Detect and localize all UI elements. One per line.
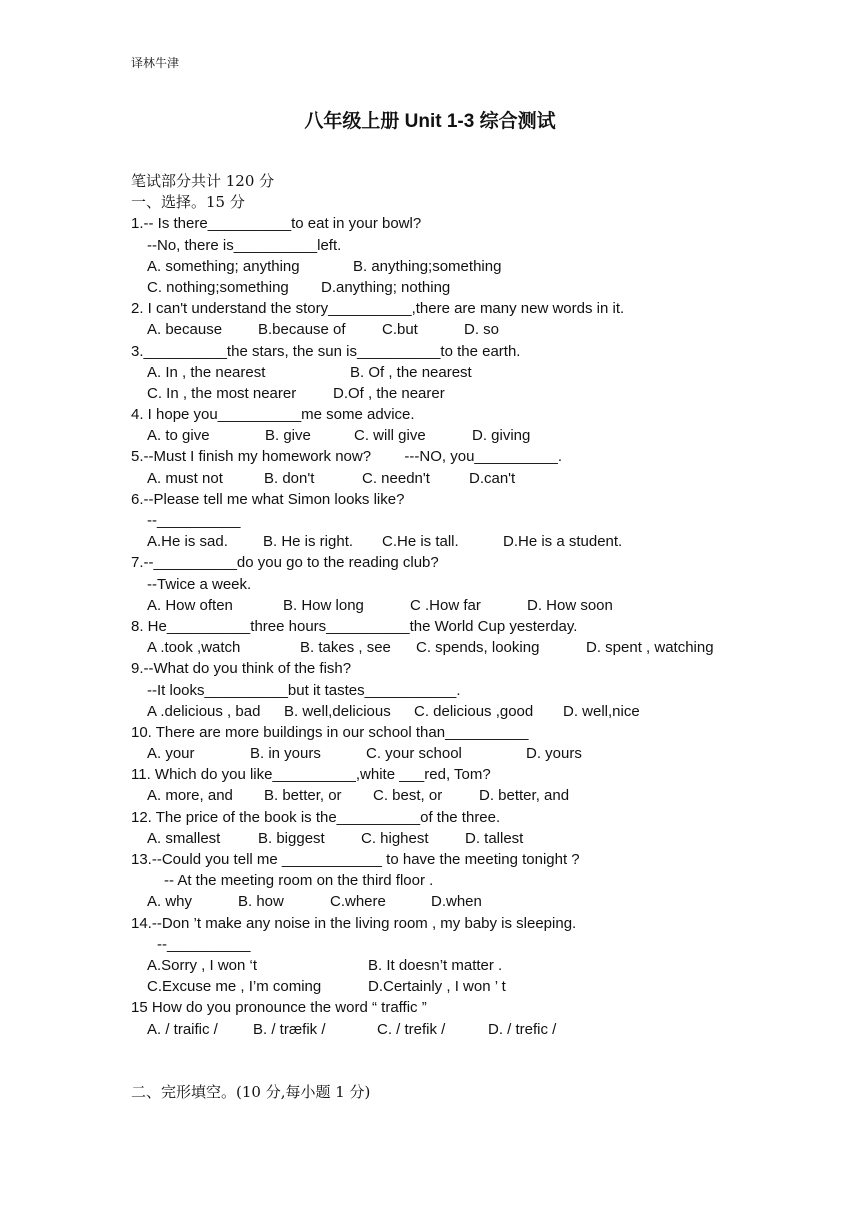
option: A. more, and <box>147 787 233 805</box>
option: B. How long <box>283 596 364 614</box>
section-2-heading: 二、完形填空。(10 分,每小题 1 分) <box>131 1083 371 1101</box>
question-15-options <box>131 1019 831 1040</box>
option: C. In , the most nearer <box>147 384 297 402</box>
option: A. smallest <box>147 829 221 847</box>
question-14-options-row1 <box>131 955 831 976</box>
question-12-options <box>131 828 831 849</box>
option: C. will give <box>354 427 426 445</box>
option: B. takes , see <box>300 639 391 657</box>
option: C.Excuse me , I’m coming <box>147 978 322 996</box>
option: D.anything; nothing <box>321 278 451 296</box>
question-4: 4. I hope you__________me some advice. <box>131 406 415 424</box>
question-6-options <box>131 531 831 552</box>
option: B.because of <box>258 321 346 339</box>
total-score: 笔试部分共计 120 分 <box>131 172 275 190</box>
question-6: 6.--Please tell me what Simon looks like? <box>131 490 405 508</box>
question-14-options-row2 <box>131 976 831 997</box>
question-13-options <box>131 891 831 912</box>
question-9-options <box>131 701 831 722</box>
option: C .How far <box>410 596 481 614</box>
question-13: 13.--Could you tell me ____________ to have the meeting tonight ? <box>131 851 580 868</box>
option: A .delicious , bad <box>147 702 261 720</box>
option: A. because <box>147 321 223 339</box>
question-3: 3.__________the stars, the sun is__________to the earth. <box>131 342 521 360</box>
option: D. tallest <box>465 829 524 847</box>
option: A .took ,watch <box>147 639 241 657</box>
option: C. needn't <box>362 469 430 487</box>
option: A. your <box>147 745 195 763</box>
option: C. best, or <box>373 787 443 805</box>
option: C.but <box>382 321 418 339</box>
question-11-options <box>131 785 831 806</box>
option: D.when <box>431 893 482 911</box>
option: C. nothing;something <box>147 278 289 296</box>
option: D. well,nice <box>563 702 640 720</box>
question-7-options <box>131 595 831 616</box>
question-7: 7.--__________do you go to the reading club? <box>131 554 439 572</box>
option: B. He is right. <box>263 533 354 551</box>
option: D.can't <box>469 469 516 487</box>
option: B. don't <box>264 469 315 487</box>
option: A. In , the nearest <box>147 363 266 381</box>
option: A.He is sad. <box>147 533 228 551</box>
option: D. giving <box>472 427 531 445</box>
option: C. spends, looking <box>416 639 540 657</box>
question-14: 14.--Don ’t make any noise in the living room , my baby is sleeping. <box>131 914 577 932</box>
option: A. to give <box>147 427 210 445</box>
header-label: 译林牛津 <box>131 56 180 70</box>
question-1-options-row2 <box>131 277 831 298</box>
page-title: 八年级上册 Unit 1-3 综合测试 <box>304 111 556 132</box>
option: B. how <box>238 893 284 911</box>
option: B. It doesn’t matter . <box>368 956 503 974</box>
option: B. give <box>265 427 311 445</box>
question-10: 10. There are more buildings in our school than__________ <box>131 723 529 741</box>
question-5: 5.--Must I finish my homework now? ---NO, you__________. <box>131 448 563 466</box>
question-1-options-row1 <box>131 256 831 277</box>
question-9: 9.--What do you think of the fish? <box>131 660 352 678</box>
option: C. your school <box>366 745 462 763</box>
option: D. spent , watching <box>586 639 714 657</box>
section-1-heading: 一、选择。15 分 <box>131 193 245 212</box>
question-12: 12. The price of the book is the__________of the three. <box>131 808 501 826</box>
question-1-reply: --No, there is__________left. <box>147 236 342 254</box>
option: D. yours <box>526 745 582 763</box>
option: D. so <box>464 321 500 339</box>
option: D. How soon <box>527 596 613 614</box>
question-7-reply: --Twice a week. <box>147 575 252 593</box>
option: C. delicious ,good <box>414 702 534 720</box>
question-11: 11. Which do you like__________,white ___red, Tom? <box>131 766 491 784</box>
option: B. biggest <box>258 829 325 847</box>
exam-content <box>131 171 831 1040</box>
option: A. / traific / <box>147 1020 218 1038</box>
option: A. How often <box>147 596 233 614</box>
option: C.where <box>330 893 386 911</box>
question-5-options <box>131 468 831 489</box>
question-3-options-row2 <box>131 383 831 404</box>
option: C. highest <box>361 829 429 847</box>
option: D.He is a student. <box>503 533 623 551</box>
option: A. something; anything <box>147 257 300 275</box>
question-1: 1.-- Is there__________to eat in your bowl? <box>131 215 422 233</box>
option: C. / trefik / <box>377 1020 446 1038</box>
option: A.Sorry , I won ‘t <box>147 956 258 974</box>
question-15: 15 How do you pronounce the word “ traffic ” <box>131 999 427 1017</box>
option: D.Certainly , I won ’ t <box>368 978 506 996</box>
question-10-options <box>131 743 831 764</box>
question-8: 8. He__________three hours__________the World Cup yesterday. <box>131 617 578 635</box>
option: D. / trefic / <box>488 1020 557 1038</box>
question-9-reply: --It looks__________but it tastes___________. <box>147 681 461 699</box>
option: D. better, and <box>479 787 570 805</box>
question-14-reply: --__________ <box>157 935 251 953</box>
option: B. anything;something <box>353 257 502 275</box>
option: B. in yours <box>250 745 321 763</box>
question-13-reply: -- At the meeting room on the third floor . <box>164 872 434 890</box>
option: A. why <box>147 893 193 911</box>
question-8-options <box>131 637 831 658</box>
question-6-reply: --__________ <box>147 512 241 529</box>
option: D.Of , the nearer <box>333 384 445 402</box>
option: C.He is tall. <box>382 533 459 551</box>
question-3-options-row1 <box>131 362 831 383</box>
option: B. Of , the nearest <box>350 363 472 381</box>
option: B. well,delicious <box>284 702 391 720</box>
option: A. must not <box>147 469 223 487</box>
question-4-options <box>131 425 831 446</box>
question-2: 2. I can't understand the story__________,there are many new words in it. <box>131 300 625 318</box>
option: B. / træfik / <box>253 1020 326 1038</box>
question-2-options <box>131 319 831 340</box>
option: B. better, or <box>264 787 342 805</box>
